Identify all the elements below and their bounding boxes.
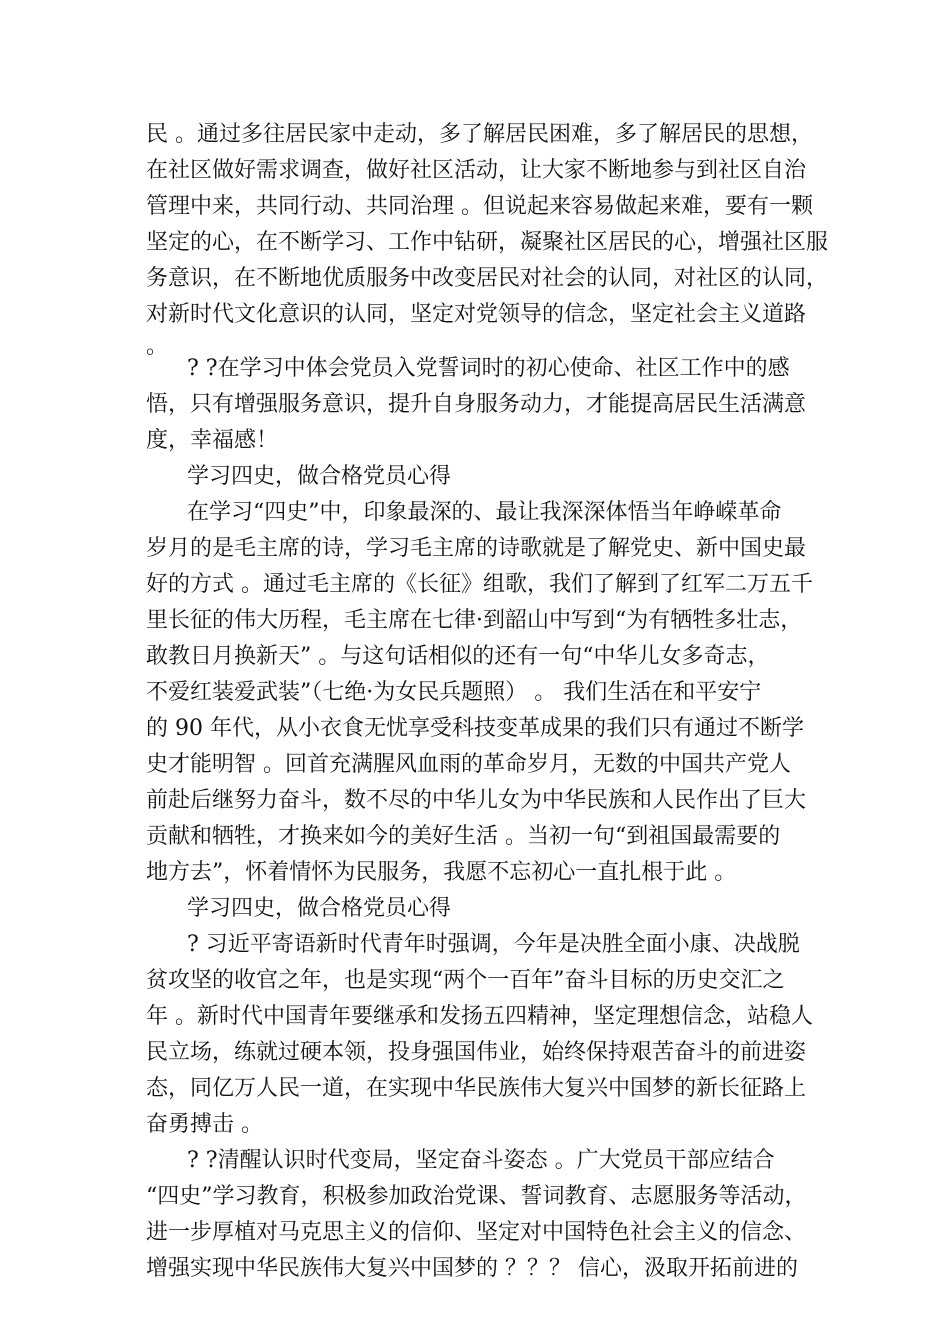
paragraph-line: 地方去”，怀着情怀为民服务，我愿不忘初心一直扎根于此 。 <box>146 860 737 885</box>
paragraph-line: 管理中来，共同行动、共同治理 。但说起来容易做起来难，要有一颗 <box>146 194 813 219</box>
paragraph-line: 民 。通过多往居民家中走动，多了解居民困难，多了解居民的思想， <box>146 122 813 147</box>
paragraph-line: 史才能明智 。回首充满腥风血雨的革命岁月，无数的中国共产党人 <box>146 752 791 777</box>
paragraph-line: 岁月的是毛主席的诗，学习毛主席的诗歌就是了解党史、新中国史最 <box>146 536 807 561</box>
section-heading: 学习四史，做合格党员心得 <box>187 464 452 489</box>
paragraph-line: 贫攻坚的收官之年，也是实现“两个一百年”奋斗目标的历史交汇之 <box>146 968 785 993</box>
paragraph-line: “四史”学习教育，积极参加政治党课、誓词教育、志愿服务等活动， <box>146 1184 807 1209</box>
paragraph-line: 度，幸福感！ <box>146 428 279 453</box>
paragraph-line: 坚定的心，在不断学习、工作中钻研，凝聚社区居民的心，增强社区服 <box>146 230 829 255</box>
paragraph-line: 务意识，在不断地优质服务中改变居民对社会的认同，对社区的认同， <box>146 266 829 291</box>
paragraph-line: ? 习近平寄语新时代青年时强调，今年是决胜全面小康、决战脱 <box>187 932 800 957</box>
section-heading: 学习四史，做合格党员心得 <box>187 896 452 921</box>
paragraph-line: ? ?在学习中体会党员入党誓词时的初心使命、社区工作中的感 <box>187 356 790 381</box>
paragraph-line: 民立场，练就过硬本领，投身强国伟业，始终保持艰苦奋斗的前进姿 <box>146 1040 807 1065</box>
paragraph-line: 好的方式 。通过毛主席的《长征》组歌，我们了解到了红军二万五千 <box>146 572 813 597</box>
paragraph-line: 的 90 年代，从小衣食无忧享受科技变革成果的我们只有通过不断学 <box>146 716 804 741</box>
paragraph-line: 对新时代文化意识的认同，坚定对党领导的信念，坚定社会主义道路 <box>146 302 807 327</box>
paragraph-line: 在学习“四史”中，印象最深的、最让我深深体悟当年峥嵘革命 <box>187 500 782 525</box>
paragraph-line: 增强实现中华民族伟大复兴中国梦的 ？？？ 信心，汲取开拓前进的 <box>146 1256 798 1281</box>
paragraph-line: 态，同亿万人民一道，在实现中华民族伟大复兴中国梦的新长征路上 <box>146 1076 807 1101</box>
paragraph-line: 进一步厚植对马克思主义的信仰、坚定对中国特色社会主义的信念、 <box>146 1220 807 1245</box>
paragraph-line: 。 <box>146 334 169 359</box>
paragraph-line: 贡献和牺牲，才换来如今的美好生活 。当初一句“到祖国最需要的 <box>146 824 781 849</box>
paragraph-line: 年 。新时代中国青年要继承和发扬五四精神，坚定理想信念，站稳人 <box>146 1004 813 1029</box>
paragraph-line: ? ?清醒认识时代变局，坚定奋斗姿态 。广大党员干部应结合 <box>187 1148 775 1173</box>
paragraph-line: 不爱红装爱武装”（七绝·为女民兵题照） 。 我们生活在和平安宁 <box>146 680 762 705</box>
paragraph-line: 敢教日月换新天” 。与这句话相似的还有一句“中华儿女多奇志， <box>146 644 770 669</box>
paragraph-line: 悟，只有增强服务意识，提升自身服务动力，才能提高居民生活满意 <box>146 392 807 417</box>
paragraph-line: 奋勇搏击 。 <box>146 1112 263 1137</box>
paragraph-line: 里长征的伟大历程，毛主席在七律·到韶山中写到“为有牺牲多壮志， <box>146 608 803 633</box>
paragraph-line: 前赴后继努力奋斗，数不尽的中华儿女为中华民族和人民作出了巨大 <box>146 788 807 813</box>
paragraph-line: 在社区做好需求调查，做好社区活动，让大家不断地参与到社区自治 <box>146 158 807 183</box>
